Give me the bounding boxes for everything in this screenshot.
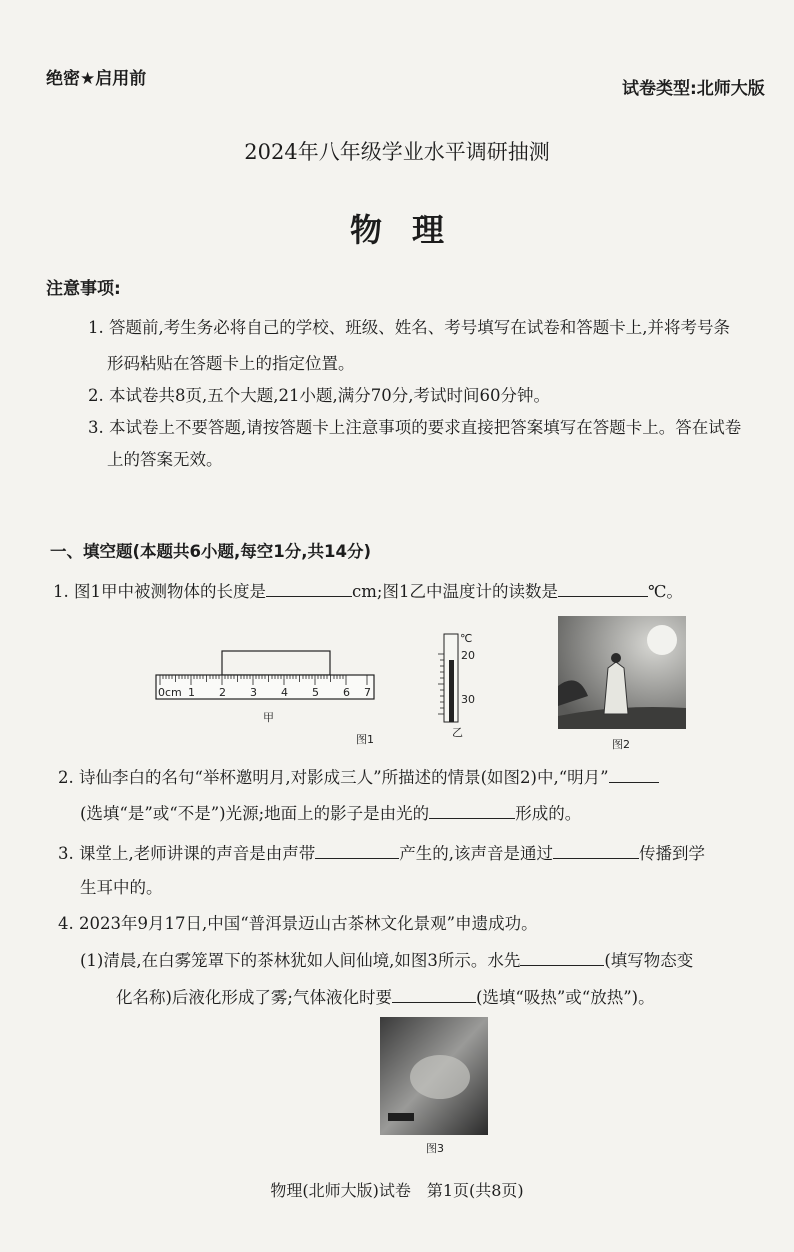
- poet-head: [611, 653, 621, 663]
- answer-blank: [558, 582, 648, 597]
- poet-moon-image: [558, 616, 686, 729]
- confidential-label: 绝密★启用前: [46, 69, 147, 89]
- notice-item-1: 1. 答题前,考生务必将自己的学校、班级、姓名、考号填写在试卷和答题卡上,并将考号条: [88, 318, 730, 337]
- thermometer-label-20: 20: [461, 649, 475, 662]
- ruler-label: 4: [281, 686, 288, 699]
- answer-blank: [266, 582, 352, 597]
- question-4-part-1-cont: 化名称)后液化形成了雾;气体液化时要 (选填“吸热”或“放热”)。: [116, 988, 655, 1007]
- figure-2-caption: 图2: [612, 738, 630, 751]
- ruler-label: 0cm: [158, 686, 182, 699]
- notice-heading: 注意事项:: [46, 279, 121, 299]
- ruler-label: 1: [188, 686, 195, 699]
- answer-blank: [392, 988, 476, 1003]
- question-4-part-1: (1)清晨,在白雾笼罩下的茶林犹如人间仙境,如图3所示。水先 (填写物态变: [80, 951, 694, 970]
- fog: [410, 1055, 470, 1099]
- question-3: 3. 课堂上,老师讲课的声音是由声带 产生的,该声音是通过 传播到学: [58, 844, 705, 863]
- notice-item-2: 2. 本试卷共8页,五个大题,21小题,满分70分,考试时间60分钟。: [88, 386, 550, 405]
- tea-forest-image: [380, 1017, 488, 1135]
- moon: [647, 625, 677, 655]
- question-1: 1. 图1甲中被测物体的长度是 cm;图1乙中温度计的读数是 ℃。: [53, 582, 683, 601]
- answer-blank: [429, 804, 515, 819]
- section-heading: 一、填空题(本题共6小题,每空1分,共14分): [50, 542, 372, 561]
- question-4: 4. 2023年9月17日,中国“普洱景迈山古茶林文化景观”申遗成功。: [58, 914, 538, 933]
- ruler-label: 3: [250, 686, 257, 699]
- question-3-cont: 生耳中的。: [80, 878, 163, 897]
- ruler-label: 5: [312, 686, 319, 699]
- thermometer-liquid: [449, 660, 454, 722]
- ruler-label: 7: [364, 686, 371, 699]
- answer-blank: [520, 951, 604, 966]
- answer-blank: [553, 844, 639, 859]
- page-footer: 物理(北师大版)试卷 第1页(共8页): [270, 1181, 524, 1200]
- ruler-label: 2: [219, 686, 226, 699]
- answer-blank: [609, 768, 659, 783]
- ruler-label: 6: [343, 686, 350, 699]
- thermometer-figure: [430, 628, 490, 740]
- notice-item-3: 3. 本试卷上不要答题,请按答题卡上注意事项的要求直接把答案填写在答题卡上。答在试卷: [88, 418, 742, 437]
- figure-yi-label: 乙: [452, 726, 463, 739]
- question-2-cont: (选填“是”或“不是”)光源;地面上的影子是由光的 形成的。: [80, 804, 582, 823]
- exam-title: 2024年八年级学业水平调研抽测: [244, 140, 550, 164]
- thermometer-unit: ℃: [460, 632, 473, 645]
- figure-jia-label: 甲: [263, 711, 274, 724]
- paper-type-label: 试卷类型:北师大版: [622, 79, 765, 99]
- thermometer-ticks: [438, 654, 444, 714]
- figure-3-caption: 图3: [426, 1142, 444, 1155]
- figure-1-caption: 图1: [356, 733, 374, 746]
- subject-title: 物理: [349, 211, 474, 249]
- notice-item-3-cont: 上的答案无效。: [107, 450, 223, 469]
- ruler-figure: [150, 645, 380, 725]
- notice-item-1-cont: 形码粘贴在答题卡上的指定位置。: [107, 354, 355, 373]
- thermometer-label-30: 30: [461, 693, 475, 706]
- question-2: 2. 诗仙李白的名句“举杯邀明月,对影成三人”所描述的情景(如图2)中,“明月”: [58, 764, 659, 788]
- pavilion: [388, 1113, 414, 1121]
- poet-figure: [604, 662, 628, 714]
- measured-object: [222, 651, 330, 675]
- answer-blank: [315, 844, 399, 859]
